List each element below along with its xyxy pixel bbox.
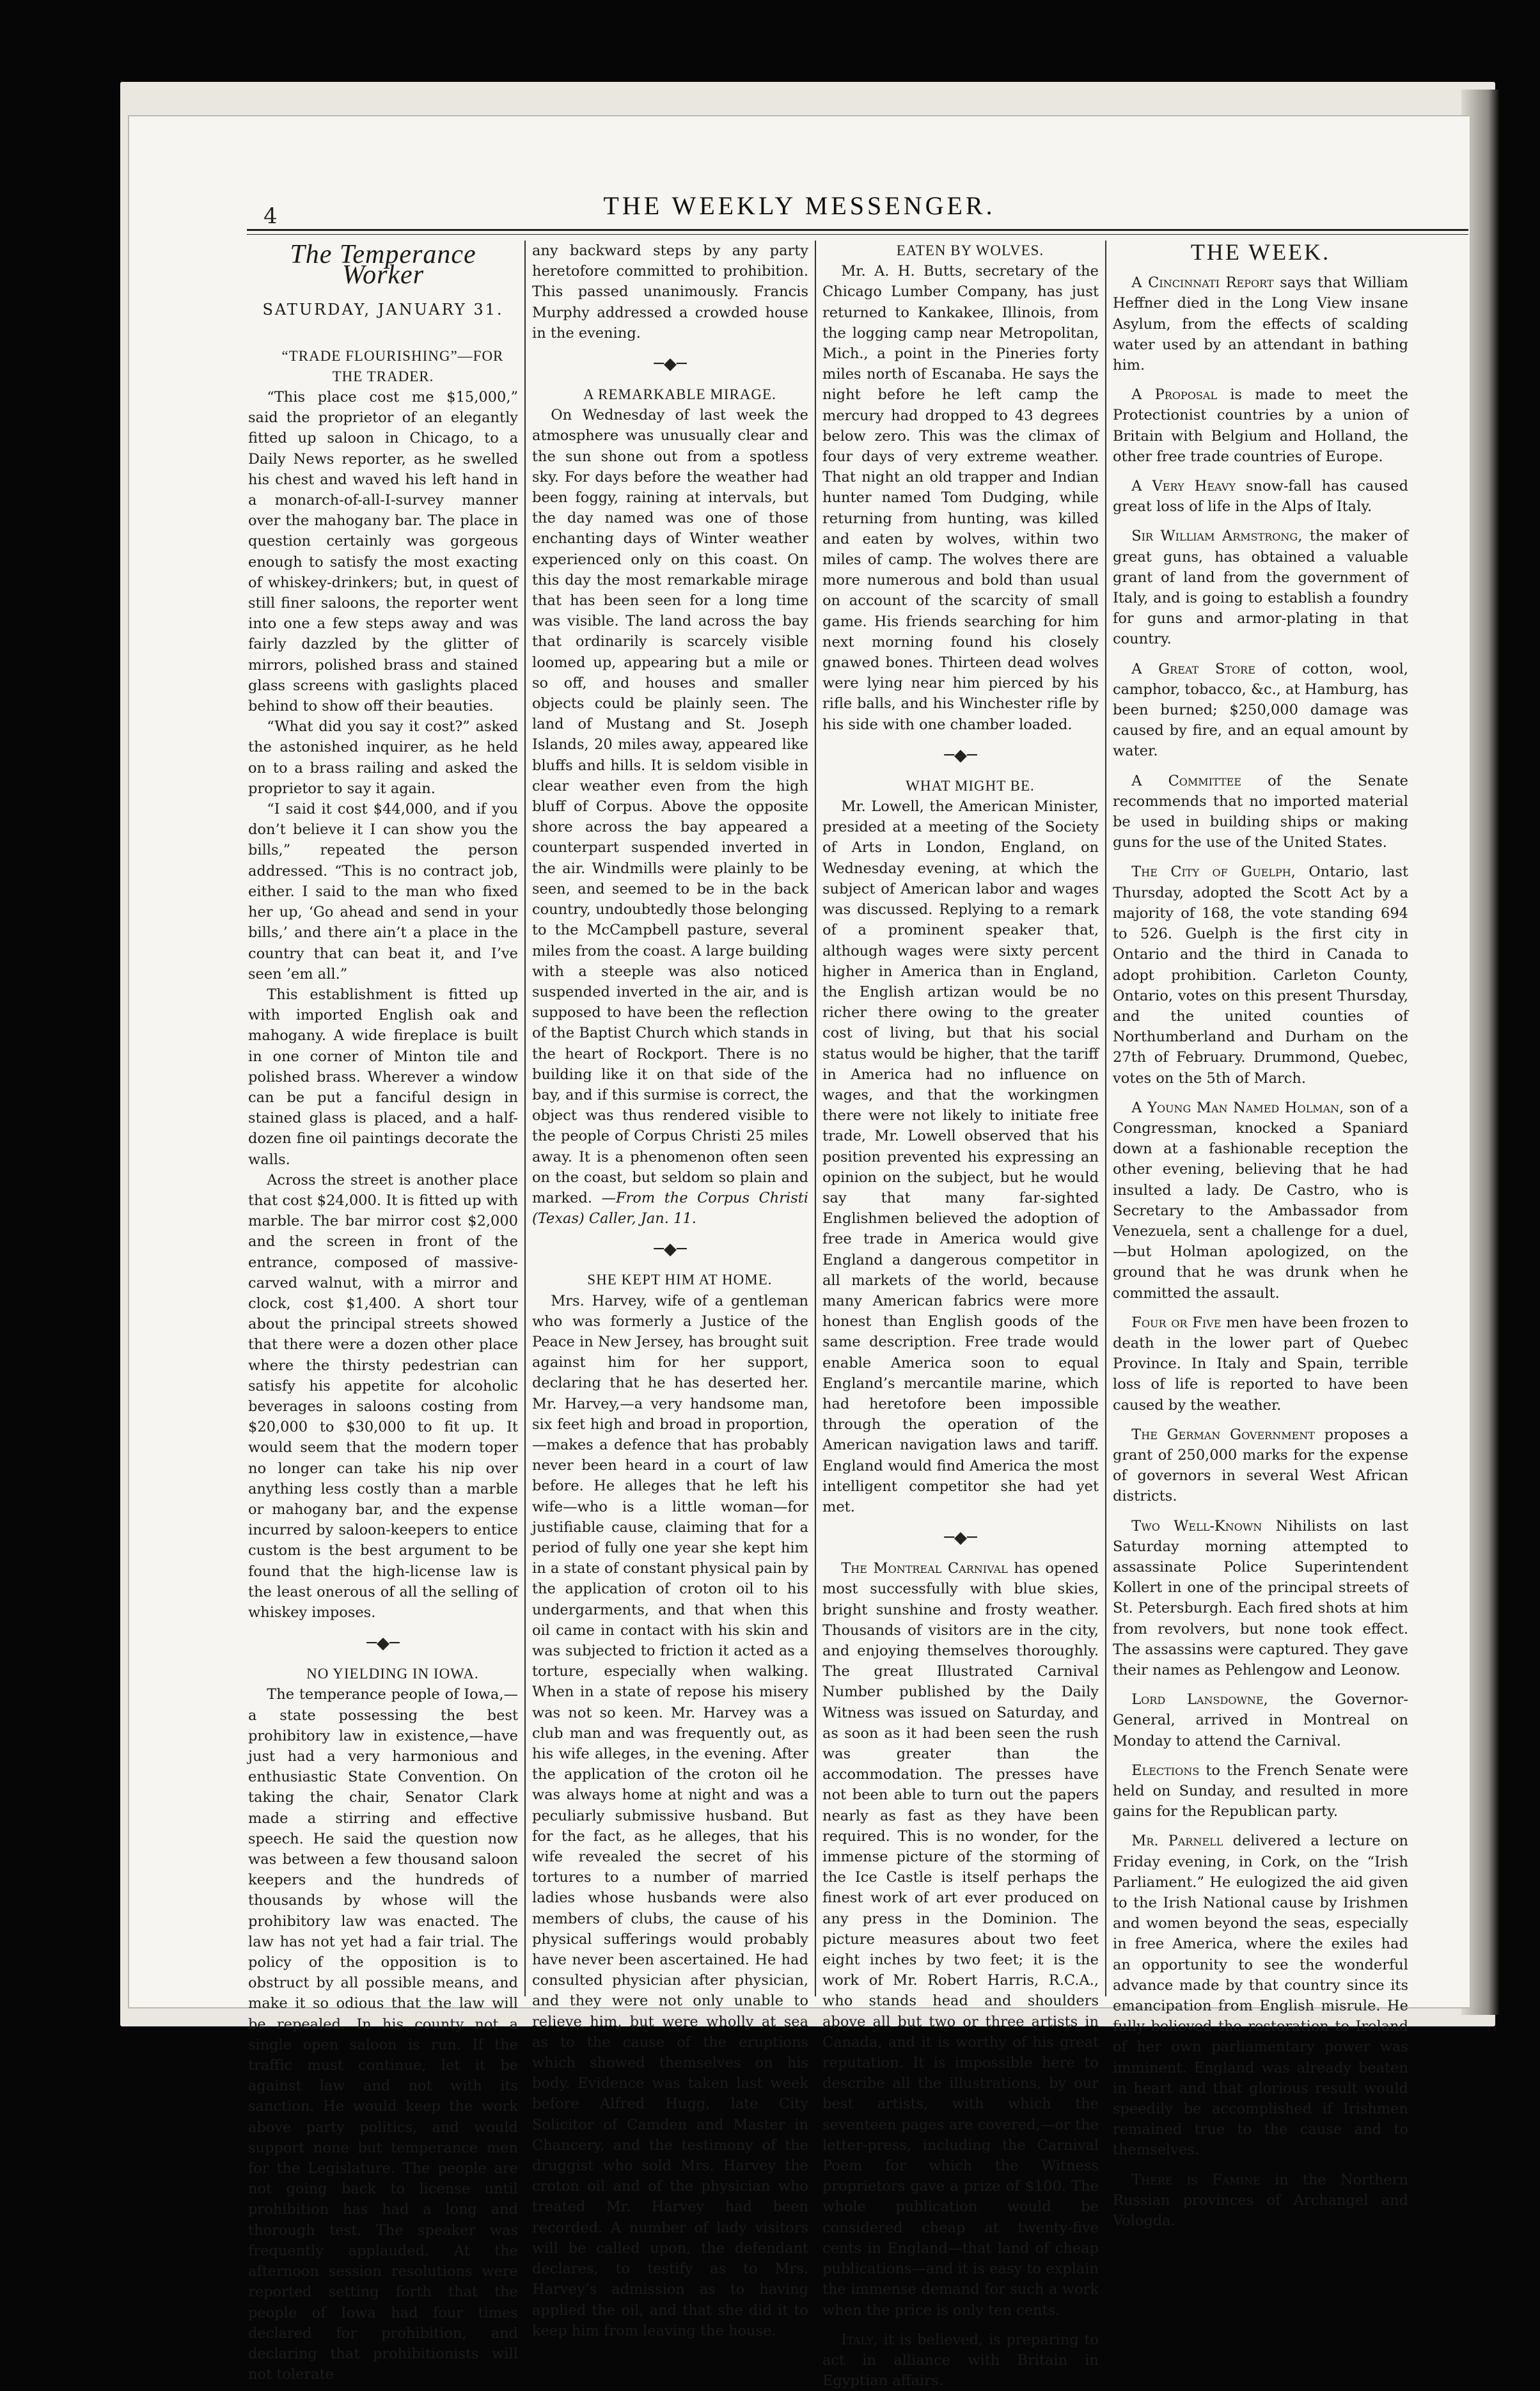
article-title: A REMARKABLE MIRAGE. <box>583 386 776 403</box>
lead-words: A Proposal <box>1131 386 1218 404</box>
article-title: “TRADE FLOURISHING”—FOR THE TRADER. <box>281 347 504 384</box>
news-item <box>1113 476 1408 517</box>
masthead-rule <box>247 229 1468 231</box>
article-title: EATEN BY WOLVES. <box>896 242 1044 258</box>
news-item <box>1113 659 1408 762</box>
news-item-body: Ontario, last Thursday, adopted the Scott Act by a majority of 168, the vote standing 694 to 526. Guelph is the first city in Ontario and the third in Canada to adopt prohibition. Carleton County, Ontario, votes on this present Thursday, and the united counties of Northumberland and Durham on the 27th of February. Drummond, Quebec, votes on the 5th of March. <box>1113 864 1408 1087</box>
column-divider <box>815 241 816 1996</box>
news-item-body: to the French Senate were held on Sunday, and resulted in more gains for the Republican party. <box>1113 1762 1408 1820</box>
news-item <box>1113 771 1408 853</box>
article-paragraph <box>822 1558 1099 2321</box>
article-continuation: any backward steps by any party heretofore committed to prohibition. This passed unanimously. Francis Murphy addressed a crowded house in the evening. <box>532 242 808 342</box>
article-paragraph: “What did you say it cost?” asked the astonished inquirer, as he held on to a brass railing and asked the proprietor to say it again. <box>248 718 518 797</box>
news-item <box>1113 526 1408 649</box>
article-paragraph: Mrs. Harvey, wife of a gentleman who was formerly a Justice of the Peace in New Jersey, has brought suit against him for her support, declaring that he has deserted her. Mr. Harvey,—a very handsome man, six feet high and broad in proportion,—makes a defence that has probably never been heard in a court of law before. He alleges that he left his wife—who is a little woman—for justifiable cause, claiming that for a period of fully one year she kept him in a state of constant physical pain by the application of croton oil to his undergarments, and that when this oil came in contact with his skin and was subjected to friction it acted as a torture, especially when walking. When in a state of repose his misery was not so keen. Mr. Harvey was a club man and was frequently out, as his wife alleges, in the evening. After the application of the croton oil he was always home at night and was a peculiarly submissive husband. But for the fact, as he alleges, that his wife revealed the secret of his tortures to a number of married ladies whose husbands were also members of clubs, the cause of his physical sufferings would probably have never been ascertained. He had consulted physician after physician, and they were not only unable to relieve him, but were wholly at sea as to the cause of the eruptions which showed themselves on his body. Evidence was taken last week before Alfred Hugg, late City Solicitor of Camden and Master in Chancery, and the testimony of the druggist who sold Mrs. Harvey the croton oil and of the physician who treated Mr. Harvey had been recorded. A number of lady visitors will be called upon, the defendant declares, to testify as to Mrs. Harvey’s admission as to having applied the oil, and that she did it to keep him from leaving the house. <box>532 1292 808 2339</box>
article-paragraph: Mr. Lowell, the American Minister, presided at a meeting of the Society of Arts in London, England, on Wednesday evening, at which the subject of American labor and wages was discussed. Replying to a remark of a prominent speaker that, although wages were sixty percent higher in America than in England, the English artizan would be no richer there owing to the greater cost of living, but that his social status would be higher, that the tariff in America had no influence on wages, and that the workingmen there were not likely to initiate free trade, Mr. Lowell observed that his position prevented his expressing an opinion on the subject, but he would say that many far-sighted Englishmen believed the adoption of free trade in America would give England a dangerous competitor in all markets of the world, because many American fabrics were more honest than English goods of the same description. Free trade would enable America soon to equal England’s mercantile marine, which had heretofore been impossible through the operation of the American navigation laws and tariff. England would find America the most intelligent competitor she had yet met. <box>822 798 1099 1515</box>
article-body: has opened most successfully with blue skies, bright sunshine and frosty weather. Thousands of visitors are in the city, and enjoying themselves thoroughly. The great Illustrated Carnival Number published by the Daily Witness was issued on Saturday, and as soon as it had been seen the rush was greater than the accommodation. The presses have not been able to turn out the papers nearly as fast as they have been required. This is no wonder, for the immense picture of the storming of the Ice Castle is itself perhaps the finest work of art ever produced on any press in the Dominion. The picture measures about two feet eight inches by two feet; it is the work of Mr. Robert Harris, R.C.A., who stands head and shoulders above all but two or three artists in Canada, and it is worthy of his great reputation. It is impossible here to describe all the illustrations, by our best artists, with which the seventeen pages are covered,—or the letter-press, including the Carnival Poem for which the Witness proprietors gave a prize of $100. The whole publication would be considered cheap at twenty-five cents in England—that land of cheap publications—and it is easy to explain the immense demand for such a work when the price is only ten cents. <box>822 1560 1099 2319</box>
lead-words: Sir William Armstrong, <box>1131 528 1303 545</box>
ornament-divider-icon: ─◆─ <box>944 1528 977 1548</box>
article-body: it is believed, is preparing to act in alliance with Britain in Egyptian affairs. <box>822 2331 1099 2390</box>
lead-words: The City of Guelph, <box>1131 864 1296 881</box>
ornament-divider-icon: ─◆─ <box>366 1634 400 1653</box>
lead-words: Four or Five <box>1131 1314 1222 1331</box>
lead-words: Lord Lansdowne, <box>1131 1691 1268 1708</box>
news-item-body: delivered a lecture on Friday evening, in Cork, on the “Irish Parliament.” He eulogized the aid given to the Irish National cause by Irishmen and women beyond the seas, especially in free America, where the exiles had an opportunity to see the wonderful advance made by that country since its emancipation from English misrule. He fully believed the restoration to Ireland of her own parliamentary power was imminent. England was already beaten in heart and that glorious result would speedily be accomplished if Irishmen remained true to the cause and to themselves. <box>1113 1833 1409 2159</box>
lead-words: A Young Man Named Holman, <box>1131 1099 1344 1116</box>
lead-words: A Cincinnati Report <box>1131 274 1274 292</box>
news-item-body: men have been frozen to death in the lower part of Quebec Province. In Italy and Spain, terrible loss of life is reported to have been caused by the weather. <box>1113 1314 1408 1414</box>
news-item <box>1113 2170 1408 2232</box>
article-paragraph <box>532 405 808 1229</box>
column-divider <box>1105 241 1106 1996</box>
article-title: WHAT MIGHT BE. <box>906 777 1035 794</box>
lead-words: There is Famine <box>1131 2171 1261 2188</box>
article-paragraph <box>822 2330 1099 2391</box>
news-item <box>1113 384 1408 467</box>
news-item <box>1113 1516 1408 1681</box>
news-item-body: snow-fall has caused great loss of life in the Alps of Italy. <box>1113 478 1408 516</box>
news-item-body: in the Northern Russian provinces of Archangel and Vologda. <box>1113 2171 1408 2230</box>
article-paragraph: “I said it cost $44,000, and if you don’t believe it I can show you the bills,” repeated the person addressed. “This is no contract job, either. I said to the man who fixed her up, ‘Go ahead and send in your bills,’ and there ain’t a place in the country that can beat it, and I’ve seen ’em all.” <box>248 801 518 982</box>
news-items-list <box>1113 272 1408 2231</box>
article-paragraph: Across the street is another place that cost $24,000. It is fitted up with marble. The bar mirror cost $2,000 and the screen in front of the entrance, composed of massive-carved walnut, with a mirror and clock, cost $1,400. A short tour about the principal streets showed that there were a dozen other place where the thirsty pedestrian can satisfy his appetite for alcoholic beverages in saloons costing from $20,000 to $30,000 to fit up. It would seem that the modern toper no longer can take his nip over anything less costly than a marble or mahogany bar, and the expense incurred by saloon-keepers to entice custom is the best argument to be found that the high-license law is the least onerous of all the selling of whiskey imposes. <box>248 1171 518 1621</box>
column-4 <box>1113 239 1409 2230</box>
newspaper-page <box>128 115 1471 2390</box>
masthead-rule-thin <box>247 234 1468 235</box>
lead-words: Italy, <box>841 2331 878 2348</box>
article-body: On Wednesday of last week the atmosphere was unusually clear and the sun shone out from a spotless sky. For days before the weather had been foggy, raining at intervals, but the day named was one of those enchanting days of Winter weather experienced only on this coast. On this day the most remarkable mirage that has been seen for a long time was visible. The land across the bay that ordinarily is scarcely visible loomed up, appearing but a mile or so off, and houses and smaller objects could be plainly seen. The land of Mustang and St. Joseph Islands, 20 miles away, appeared like bluffs and hills. It is seldom visible in clear weather even from the high bluff of Corpus. Above the opposite shore across the bay appeared a counterpart suspended inverted in the air. Windmills were plainly to be seen, and seemed to be in the back country, undoubtedly those belonging to the McCampbell pasture, several miles from the coast. A large building with a steeple was also noticed suspended inverted in the air, and is supposed to have been the reflection of the Baptist Church which stands in the heart of Rockport. There is no building like it on that side of the bay, and if this surmise is correct, the object was thus rendered visible to the people of Corpus Christi 25 miles away. It is a phenomenon often seen on the coast, but seldom so plain and marked. <box>532 407 808 1206</box>
news-item-body: the Governor-General, arrived in Montreal on Monday to attend the Carnival. <box>1113 1691 1409 1749</box>
ornament-divider-icon: ─◆─ <box>944 745 977 765</box>
news-item <box>1113 272 1408 375</box>
news-item-body: proposes a grant of 250,000 marks for the expense of governors in several West African districts. <box>1113 1426 1408 1505</box>
news-item-body: Nihilists on last Saturday morning attempted to assassinate Police Superintendent Kollert in one of the principal streets of St. Petersburgh. Each fired shots at him from revolvers, but none took effect. The assassins were captured. They gave their names as Pehlengow and Leonow. <box>1113 1517 1408 1678</box>
article-paragraph: This establishment is fitted up with imported English oak and mahogany. A wide fireplace is built in one corner of Minton tile and polished brass. Wherever a window can be put a fanciful design in stained glass is placed, and a half-dozen fine oil paintings decorate the walls. <box>248 986 518 1168</box>
column-2 <box>532 241 808 2339</box>
lead-words: Elections <box>1131 1762 1200 1779</box>
article-paragraph: The temperance people of Iowa,—a state possessing the best prohibitory law in existence,—have just had a very harmonious and enthusiastic State Convention. On taking the chair, Senator Clark made a stirring and effective speech. He said the question now was between a few thousand saloon keepers and the hundreds of thousands by whose will the prohibitory law was enacted. The law has not yet had a fair trial. The policy of the opposition is to obstruct by all possible means, and make it so odious that the law will be repealed. In his county not a single open saloon is run. If the traffic must continue, let it be against law and not with its sanction. He would keep the work above party politics, and would support none but temperance men for the Legislature. The people are not going back to license until prohibition has had a long and thorough test. The speaker was frequently applauded. At the afternoon session resolutions were reported setting forth that the people of Iowa had four times declared for prohibition, and declaring that prohibitionists will not tolerate <box>248 1686 518 2383</box>
news-item-body: of cotton, wool, camphor, tobacco, &c., at Hamburg, has been burned; $250,000 damage was caused by fire, and an equal amount by water. <box>1113 660 1408 760</box>
article-title: NO YIELDING IN IOWA. <box>306 1666 479 1682</box>
section-title: THE WEEK. <box>1190 239 1331 265</box>
section-banner: The Temperance Worker <box>290 240 476 290</box>
news-item <box>1113 1098 1408 1304</box>
ornament-divider-icon: ─◆─ <box>654 354 687 374</box>
news-item <box>1113 1424 1408 1507</box>
masthead: THE WEEKLY MESSENGER. <box>603 191 996 220</box>
lead-words: Mr. Parnell <box>1131 1833 1223 1850</box>
lead-words: Two Well-Known <box>1131 1517 1262 1535</box>
issue-date: SATURDAY, JANUARY 31. <box>262 301 504 319</box>
lead-words: The Montreal Carnival <box>841 1560 1008 1577</box>
news-item-body: of the Senate recommends that no imported material be used in building ships or making guns for the use of the United States. <box>1113 772 1408 851</box>
column-3 <box>822 241 1099 2390</box>
news-item <box>1113 1760 1408 1822</box>
article-source: —From the Corpus Christi (Texas) Caller, Jan. 11. <box>532 1189 808 1227</box>
lead-words: The German Government <box>1131 1426 1315 1443</box>
article-paragraph: “This place cost me $15,000,” said the proprietor of an elegantly fitted up saloon in Chicago, to a Daily News reporter, as he swelled his chest and waved his left hand in a monarch-of-all-I-survey manner over the mahogany bar. The place in question certainly was gorgeous enough to satisfy the most exacting of whiskey-drinkers; but, in quest of still finer saloons, the reporter went into one a few steps away and was fairly dazzled by the glitter of mirrors, polished brass and stained glass screens with gaslights placed behind to show off their beauties. <box>248 389 518 715</box>
article-title: SHE KEPT HIM AT HOME. <box>587 1272 773 1288</box>
news-item <box>1113 1689 1408 1751</box>
news-item-body: says that William Heffner died in the Long View insane Asylum, from the effects of scalding water used by an attendant in bathing him. <box>1113 274 1409 374</box>
ornament-divider-icon: ─◆─ <box>654 1240 687 1259</box>
column-divider <box>524 241 526 1996</box>
page-number: 4 <box>263 203 278 229</box>
news-item <box>1113 1313 1408 1416</box>
news-item-body: the maker of great guns, has obtained a valuable grant of land from the government of Italy, and is going to establish a foundry for guns and armor-plating in that country. <box>1113 528 1409 648</box>
lead-words: A Very Heavy <box>1131 478 1236 495</box>
news-item <box>1113 1831 1408 2160</box>
article-paragraph: Mr. A. H. Butts, secretary of the Chicago Lumber Company, has just returned to Kankakee, Illinois, from the logging camp near Metropolitan, Mich., a point in the Pineries forty miles north of Escanaba. He says the night before he left camp the mercury had dropped to 43 degrees below zero. This was the climax of four days of very extreme weather. That night an old trapper and Indian hunter named Tom Dudging, while returning from hunting, was killed and eaten by wolves, within two miles of camp. The wolves there are more numerous and bold than usual on account of the scarcity of small game. His friends searching for him next morning found his closely gnawed bones. Thirteen dead wolves were lying near him pierced by his rifle balls, and his Winchester rifle by his side with one chamber loaded. <box>822 263 1099 733</box>
news-item <box>1113 862 1408 1088</box>
news-item-body: is made to meet the Protectionist countries by a union of Britain with Belgium and Holland, the other free trade countries of Europe. <box>1113 386 1408 465</box>
news-item-body: son of a Congressman, knocked a Spaniard down at a fashionable reception the other evening, believing that he had insulted a lady. De Castro, who is Secretary to the Ambassador from Venezuela, sent a challenge for a duel,—but Holman apologized, on the ground that he was drunk when he committed the assault. <box>1113 1099 1409 1302</box>
lead-words: A Great Store <box>1131 660 1255 677</box>
column-1 <box>248 240 518 2383</box>
lead-words: A Committee <box>1131 772 1242 789</box>
